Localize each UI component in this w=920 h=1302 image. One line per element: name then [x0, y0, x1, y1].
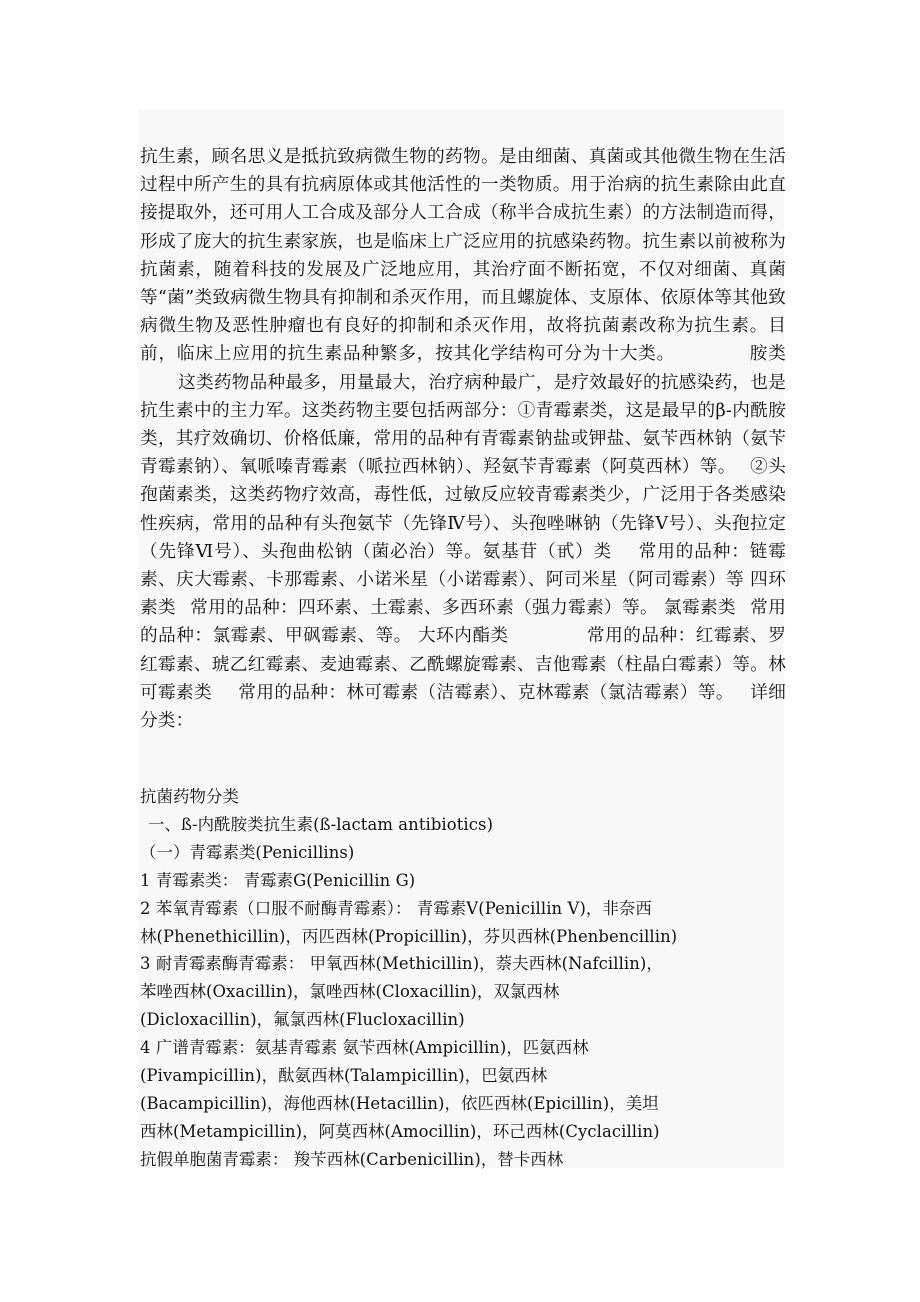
- intro-text-8: 常用的品种：林可霉素（洁霉素）、克林霉素（氯洁霉素）等。: [238, 682, 734, 703]
- classification-list: [140, 783, 786, 1174]
- intro-text-6: 常用的品种：氯霉素、甲砜霉素、等。 大环内酯类: [140, 598, 787, 647]
- intro-text-7: 常用的品种：红霉素、罗红霉素、琥乙红霉素、麦迪霉素、乙酰螺旋霉素、吉他霉素（柱晶白霉素）等。林可霉素类: [140, 626, 786, 703]
- intro-text-3: ②头孢菌素类，这类药物疗效高，毒性低，过敏反应较青霉素类少，广泛用于各类感染性疾病，常用的品种有头孢氨苄（先锋Ⅳ号）、头孢唑啉钠（先锋Ⅴ号）、头孢拉定（先锋Ⅵ号）、头孢曲松钠（菌必治）等。氨基苷（甙）类: [140, 457, 786, 562]
- class-heading: 一、ß-内酰胺类抗生素(ß-lactam antibiotics): [148, 814, 494, 834]
- list-item: (Bacampicillin)，海他西林(Hetacillin)，依匹西林(Epicillin)，美坦: [140, 1093, 659, 1113]
- intro-text-5: 常用的品种：四环素、土霉素、多西环素（强力霉素）等。 氯霉素类: [190, 598, 737, 619]
- list-item: 西林(Metampicillin)，阿莫西林(Amocillin)，环己西林(Cyclacillin): [140, 1121, 660, 1141]
- list-item: 抗假单胞菌青霉素： 羧苄西林(Carbenicillin)，替卡西林: [140, 1149, 564, 1169]
- list-item: (Pivampicillin)，酞氨西林(Talampicillin)，巴氨西林: [140, 1066, 548, 1086]
- list-item: 2 苯氧青霉素（口服不耐酶青霉素）： 青霉素V(Penicillin V)，非奈西: [140, 898, 652, 918]
- subclass-heading: （一）青霉素类(Penicillins): [140, 842, 355, 862]
- intro-paragraph: [140, 143, 786, 735]
- list-item: (Dicloxacillin)，氟氯西林(Flucloxacillin): [140, 1010, 465, 1030]
- intro-text-9: 详细分类：: [140, 682, 787, 732]
- list-item: 4 广谱青霉素：氨基青霉素 氨苄西林(Ampicillin)，匹氨西林: [140, 1038, 589, 1058]
- list-item: 1 青霉素类： 青霉素G(Penicillin G): [140, 870, 416, 890]
- section-title: 抗菌药物分类: [140, 787, 239, 806]
- list-item: 3 耐青霉素酶青霉素： 甲氧西林(Methicillin)，萘夫西林(Nafcillin)，: [140, 954, 663, 974]
- intro-text-2: 这类药物品种最多，用量最大，治疗病种最广，是疗效最好的抗感染药，也是抗生素中的主力军。这类药物主要包括两部分：①青霉素类，这是最早的β-内酰胺类，其疗效确切、价格低廉，常用的品种有青霉素钠盐或钾盐、氨苄西林钠（氨苄青霉素钠）、氧哌嗪青霉素（哌拉西林钠）、羟氨苄青霉素（阿莫西林）等。: [140, 372, 786, 478]
- intro-text-1: 抗生素，顾名思义是抵抗致病微生物的药物。是由细菌、真菌或其他微生物在生活过程中所产生的具有抗病原体或其他活性的一类物质。用于治病的抗生素除由此直接提取外，还可用人工合成及部分人工合成（称半合成抗生素）的方法制造而得，形成了庞大的抗生素家族，也是临床上广泛应用的抗感染药物。抗生素以前被称为抗菌素，随着科技的发展及广泛地应用，其治疗面不断拓宽，不仅对细菌、真菌等“菌”类致病微生物具有抑制和杀灭作用，而且螺旋体、支原体、依原体等其他致病微生物及恶性肿瘤也有良好的抑制和杀灭作用，故将抗菌素改称为抗生素。目前，临床上应用的抗生素品种繁多，按其化学结构可分为十大类。: [140, 147, 786, 365]
- list-item: 苯唑西林(Oxacillin)，氯唑西林(Cloxacillin)，双氯西林: [140, 982, 560, 1002]
- list-item: 林(Phenethicillin)，丙匹西林(Propicillin)，芬贝西林(Phenbencillin): [140, 926, 678, 946]
- heading-amine-class: 胺类: [749, 344, 786, 365]
- intro-text-4: 常用的品种：链霉素、庆大霉素、卡那霉素、小诺米星（小诺霉素）、阿司米星（阿司霉素）等 四环素类: [140, 541, 786, 619]
